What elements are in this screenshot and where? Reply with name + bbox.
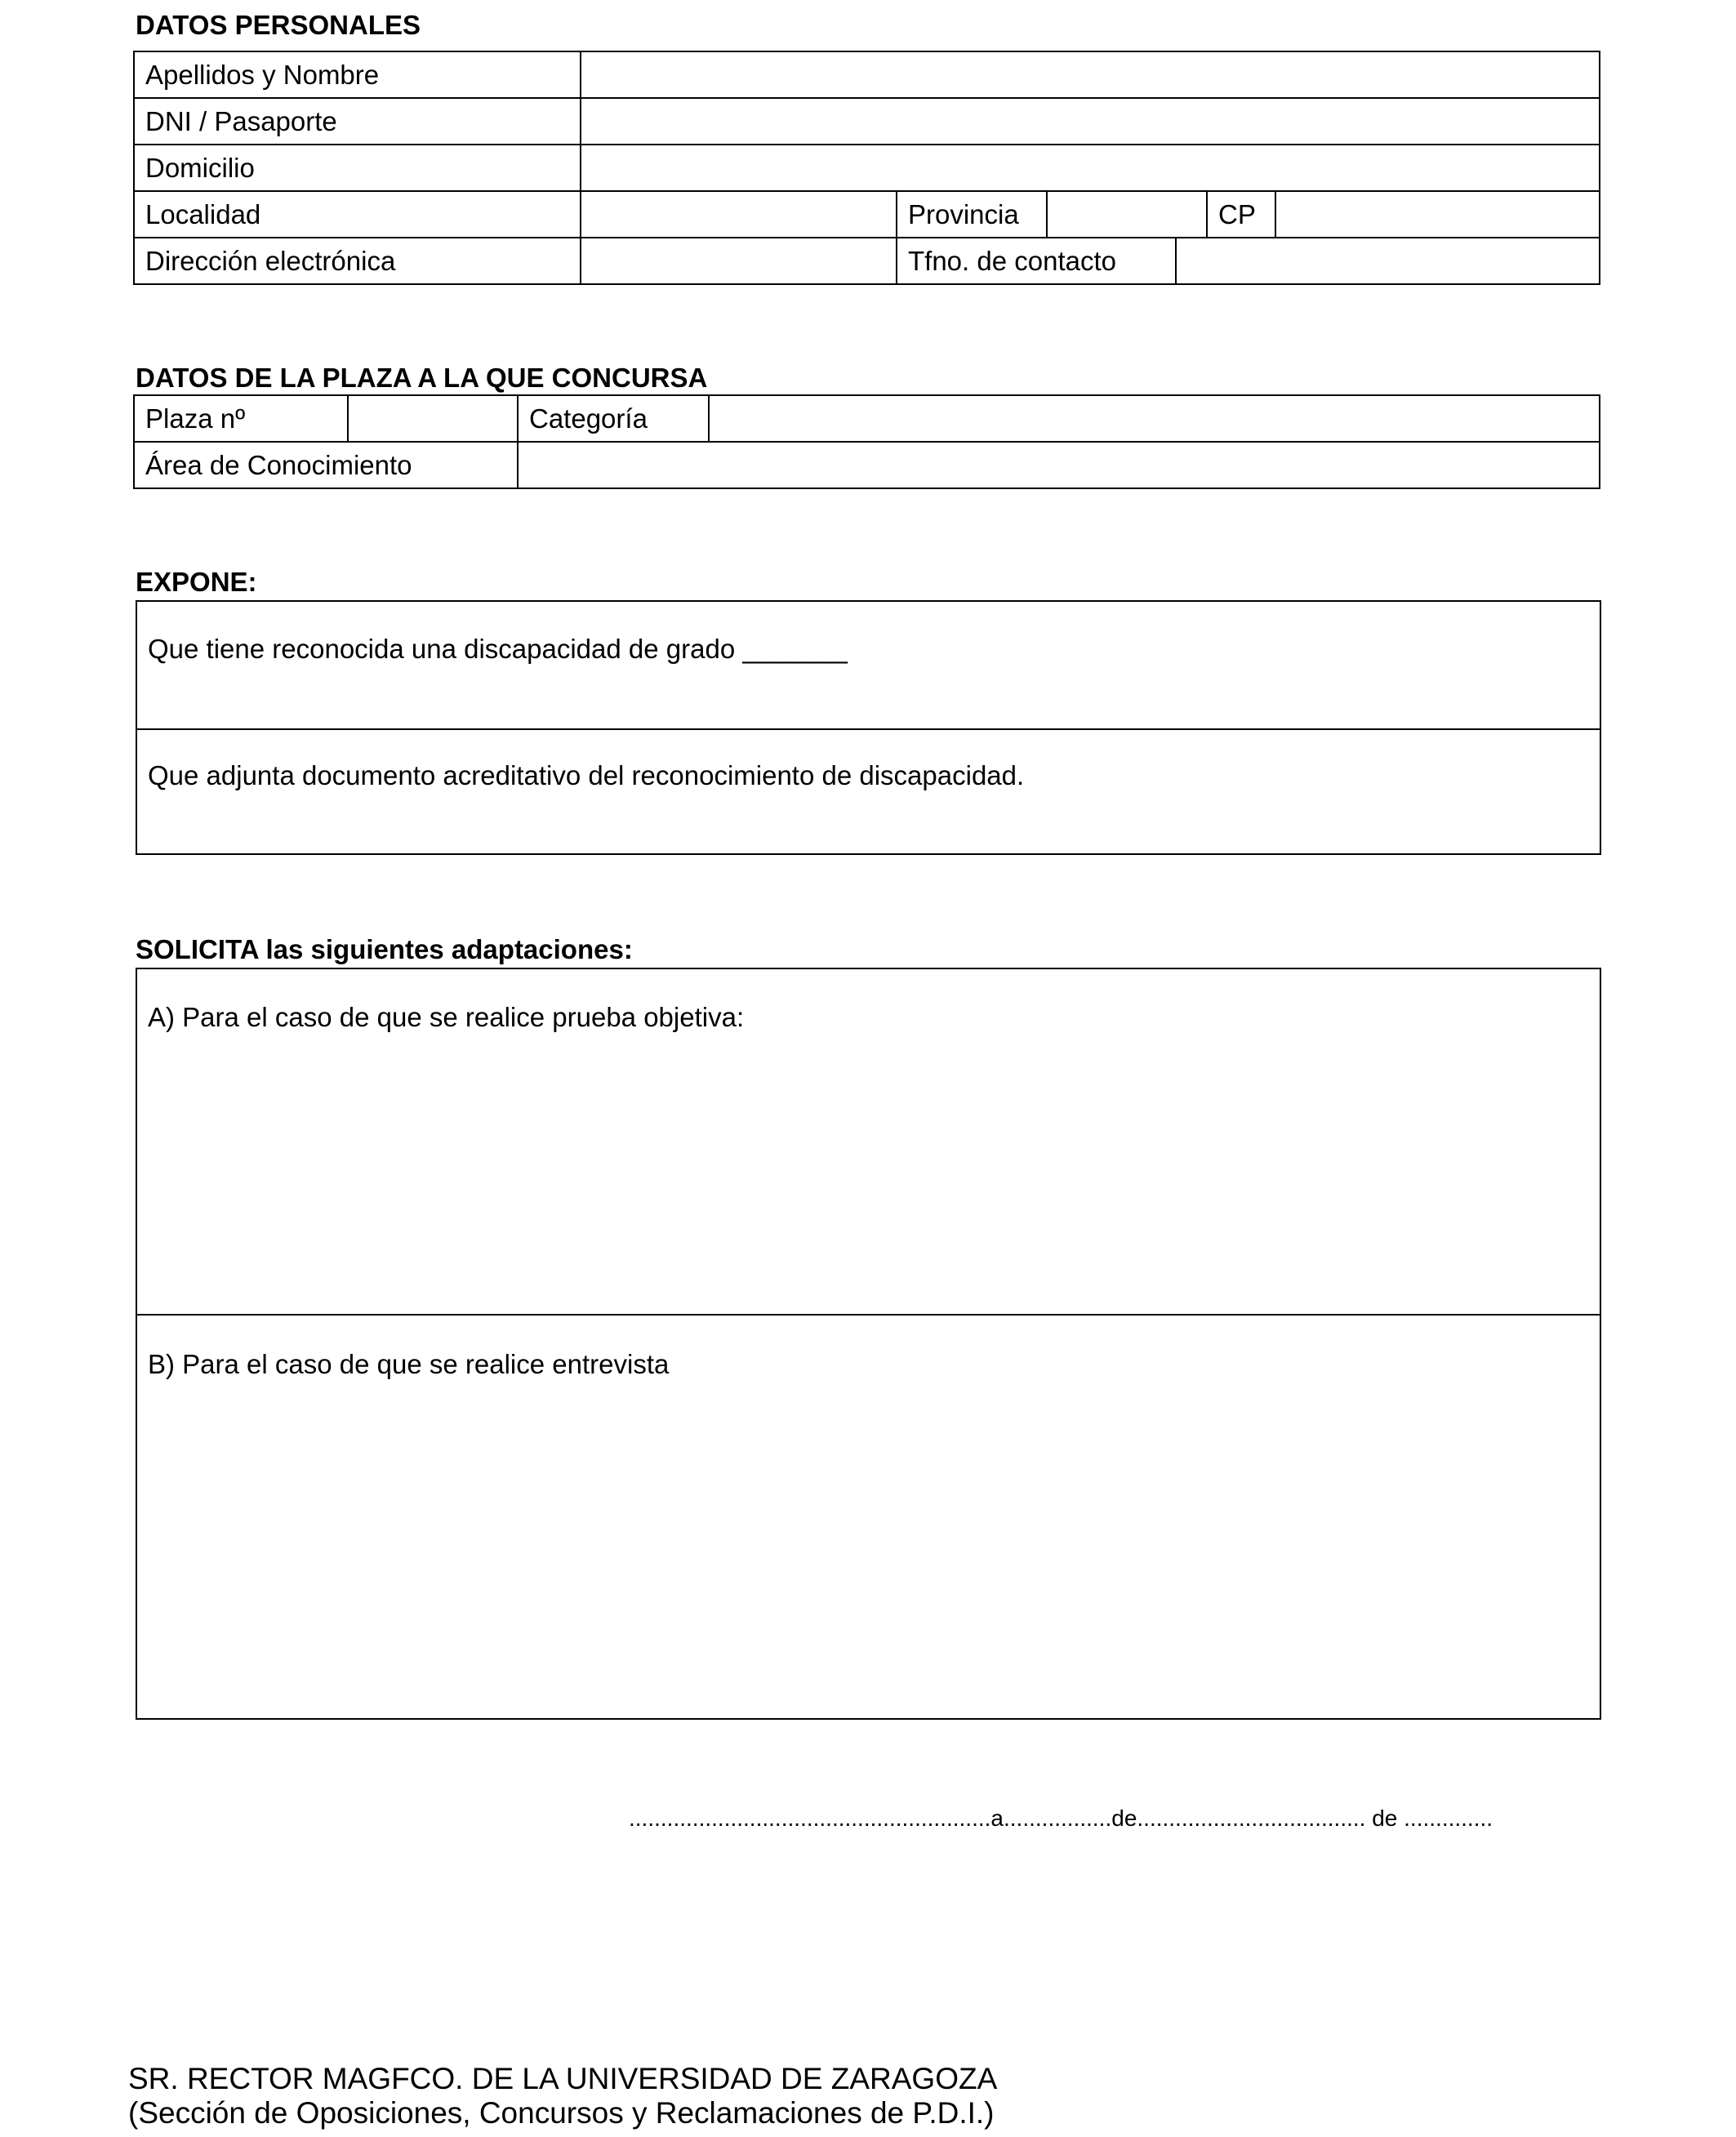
- plaza-table: [133, 394, 1600, 489]
- option-a-area[interactable]: [137, 969, 1600, 1314]
- expone-documento-text: Que adjunta documento acreditativo del reconocimiento de discapacidad.: [148, 760, 1025, 790]
- cp-label: CP: [1207, 191, 1275, 238]
- apellidos-label: Apellidos y Nombre: [134, 51, 581, 98]
- domicilio-field[interactable]: [581, 145, 1600, 191]
- expone-row-discapacidad[interactable]: [137, 602, 1600, 728]
- option-b-area[interactable]: [137, 1314, 1600, 1717]
- telefono-label: Tfno. de contacto: [897, 238, 1176, 284]
- personal-data-table: [133, 51, 1600, 285]
- solicita-heading-rest: las siguientes adaptaciones:: [258, 934, 633, 964]
- date-line: .........................................................a.................de.................................... de ..............: [629, 1805, 1493, 1831]
- option-b-label: B) Para el caso de que se realice entrevista: [148, 1349, 670, 1379]
- categoria-field[interactable]: [709, 395, 1600, 442]
- localidad-field[interactable]: [581, 191, 897, 238]
- area-field[interactable]: [518, 442, 1600, 488]
- cp-field[interactable]: [1275, 191, 1600, 238]
- email-label: Dirección electrónica: [134, 238, 581, 284]
- telefono-field[interactable]: [1176, 238, 1600, 284]
- solicita-box: [136, 968, 1601, 1720]
- dni-field[interactable]: [581, 98, 1600, 145]
- plaza-field[interactable]: [348, 395, 518, 442]
- plaza-heading: DATOS DE LA PLAZA A LA QUE CONCURSA: [136, 363, 708, 393]
- expone-discapacidad-text: Que tiene reconocida una discapacidad de grado _______: [148, 634, 848, 664]
- provincia-field[interactable]: [1047, 191, 1207, 238]
- expone-row-documento[interactable]: [137, 728, 1600, 853]
- solicita-heading: [136, 936, 633, 963]
- area-label: Área de Conocimiento: [134, 442, 518, 488]
- provincia-label: Provincia: [897, 191, 1047, 238]
- apellidos-field[interactable]: [581, 51, 1600, 98]
- option-a-label: A) Para el caso de que se realice prueba objetiva:: [148, 1002, 745, 1032]
- email-field[interactable]: [581, 238, 897, 284]
- categoria-label: Categoría: [518, 395, 709, 442]
- footer-section: (Sección de Oposiciones, Concursos y Reclamaciones de P.D.I.): [128, 2096, 995, 2130]
- plaza-label: Plaza nº: [134, 395, 348, 442]
- footer-addressee: SR. RECTOR MAGFCO. DE LA UNIVERSIDAD DE ZARAGOZA: [128, 2062, 998, 2095]
- expone-box: [136, 600, 1601, 855]
- expone-heading: EXPONE:: [136, 567, 257, 597]
- solicita-heading-bold: SOLICITA: [136, 934, 259, 964]
- personal-data-heading: DATOS PERSONALES: [136, 10, 421, 40]
- localidad-label: Localidad: [134, 191, 581, 238]
- dni-label: DNI / Pasaporte: [134, 98, 581, 145]
- domicilio-label: Domicilio: [134, 145, 581, 191]
